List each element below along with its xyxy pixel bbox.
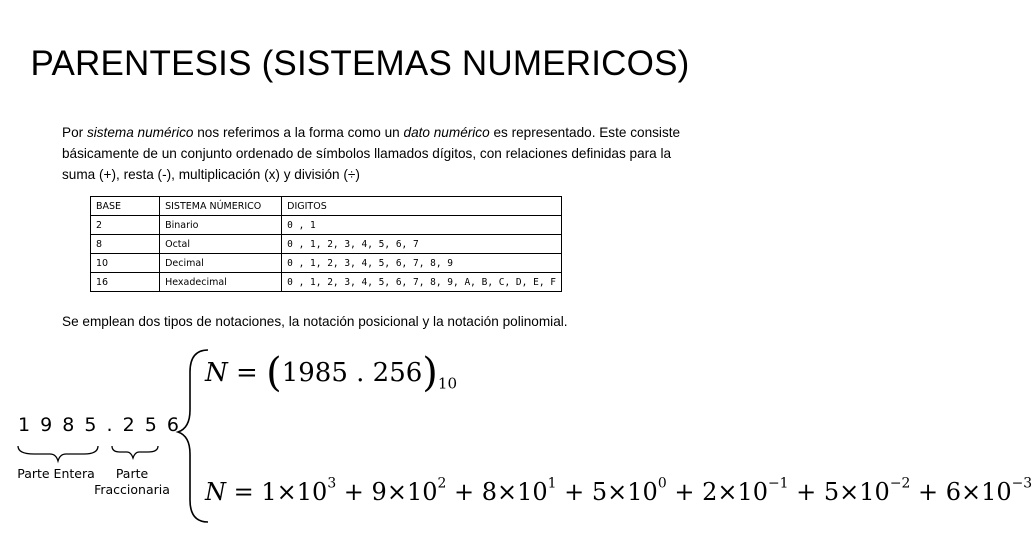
term-operator: + xyxy=(788,478,824,506)
cell-base: 10 xyxy=(91,254,160,273)
cell-system: Octal xyxy=(160,235,282,254)
cell-digits: 0 , 1, 2, 3, 4, 5, 6, 7, 8, 9 xyxy=(282,254,562,273)
close-paren: ) xyxy=(422,350,438,396)
formula-curly-brace xyxy=(178,350,208,522)
term-times: × xyxy=(717,478,738,506)
example-number: 1 9 8 5 . 2 5 6 xyxy=(18,414,181,436)
term-operator: + xyxy=(556,478,592,506)
term-base: 10 xyxy=(517,478,548,506)
term-times: × xyxy=(497,478,518,506)
cell-digits: 0 , 1, 2, 3, 4, 5, 6, 7, 8, 9, A, B, C, D, E, F xyxy=(282,273,562,292)
header-digits: DIGITOS xyxy=(282,197,562,216)
formula-base: 10 xyxy=(437,374,458,393)
formula-value: 1985 . 256 xyxy=(281,358,423,388)
polynomial-term xyxy=(261,475,337,506)
cell-base: 16 xyxy=(91,273,160,292)
polynomial-term xyxy=(702,475,789,506)
term-base: 10 xyxy=(627,478,658,506)
formula-lhs: N = xyxy=(205,358,267,388)
cell-base: 8 xyxy=(91,235,160,254)
cell-digits: 0 , 1, 2, 3, 4, 5, 6, 7 xyxy=(282,235,562,254)
integer-brace xyxy=(18,446,98,461)
term-operator: + xyxy=(446,478,482,506)
polynomial-formula xyxy=(205,475,1032,506)
intro-term-dato: dato numérico xyxy=(403,125,490,140)
polynomial-term xyxy=(371,475,447,506)
open-paren: ( xyxy=(266,350,282,396)
term-operator: + xyxy=(910,478,946,506)
polynomial-term xyxy=(945,475,1032,506)
term-base: 10 xyxy=(296,478,328,506)
cell-system: Decimal xyxy=(160,254,282,273)
term-exponent: 3 xyxy=(327,475,337,492)
term-operator: + xyxy=(336,478,372,506)
term-coefficient: 8 xyxy=(481,478,497,506)
term-exponent: 2 xyxy=(437,475,447,492)
term-coefficient: 5 xyxy=(823,478,840,506)
fraction-label-line-1: Parte xyxy=(115,466,149,481)
fraction-label-line-2: Fraccionaria xyxy=(94,482,170,497)
positional-formula xyxy=(205,350,457,396)
term-exponent: 1 xyxy=(547,475,557,492)
formula-lhs: N = xyxy=(205,478,262,506)
term-base: 10 xyxy=(737,478,768,506)
term-exponent: −3 xyxy=(1011,475,1032,492)
term-coefficient: 6 xyxy=(945,478,961,506)
term-exponent: −1 xyxy=(768,475,789,492)
term-base: 10 xyxy=(406,478,438,506)
intro-text-2: nos referimos a la forma como un xyxy=(193,125,404,140)
term-base: 10 xyxy=(981,478,1012,506)
term-coefficient: 5 xyxy=(591,478,608,506)
intro-term-sistema: sistema numérico xyxy=(86,125,194,140)
term-base: 10 xyxy=(859,478,890,506)
term-times: × xyxy=(607,478,628,506)
term-coefficient: 9 xyxy=(371,478,387,506)
polynomial-term xyxy=(591,475,667,506)
term-times: × xyxy=(960,478,982,506)
integer-part-label: Parte Entera xyxy=(17,466,95,481)
cell-system: Hexadecimal xyxy=(160,273,282,292)
polynomial-term xyxy=(823,475,911,506)
fraction-brace xyxy=(112,446,158,458)
header-system: SISTEMA NÚMERICO xyxy=(160,197,282,216)
cell-base: 2 xyxy=(91,216,160,235)
term-exponent: 0 xyxy=(657,475,667,492)
polynomial-terms xyxy=(261,475,1032,506)
notations-sentence: Se emplean dos tipos de notaciones, la notación posicional y la notación polinomial. xyxy=(62,314,568,329)
intro-text-3: es representado. Este consiste básicamente de un conjunto ordenado de símbolos llamados dígitos, con relaciones definidas para la suma (+), resta (-), multiplicación (x) y división (÷) xyxy=(62,125,681,182)
term-times: × xyxy=(276,478,297,506)
intro-text-1: Por xyxy=(62,125,87,140)
cell-system: Binario xyxy=(160,216,282,235)
term-operator: + xyxy=(666,478,703,506)
slide-title: PARENTESIS (SISTEMAS NUMERICOS) xyxy=(30,44,690,83)
term-coefficient: 1 xyxy=(261,478,277,506)
term-exponent: −2 xyxy=(889,475,911,492)
polynomial-term xyxy=(481,475,557,506)
cell-digits: 0 , 1 xyxy=(282,216,562,235)
term-coefficient: 2 xyxy=(702,478,718,506)
term-times: × xyxy=(386,478,407,506)
term-times: × xyxy=(839,478,860,506)
header-base: BASE xyxy=(91,197,160,216)
